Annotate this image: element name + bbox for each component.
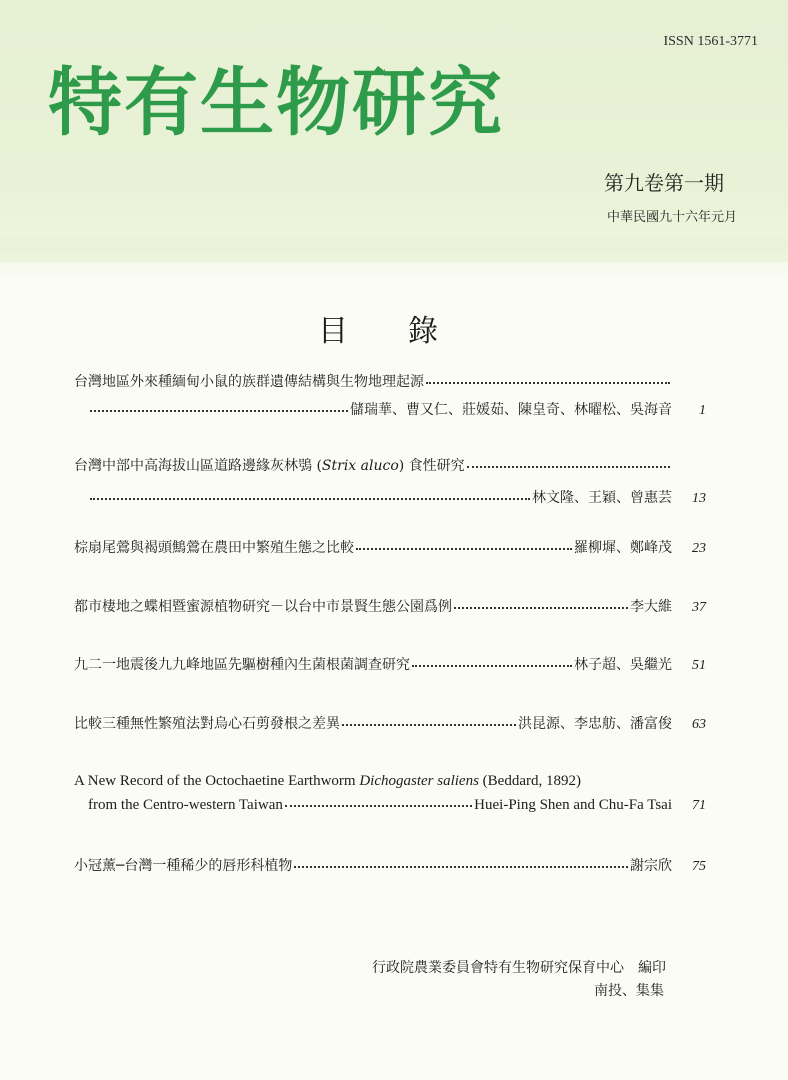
entry-title: 台灣中部中高海拔山區道路邊緣灰林鴞 (Strix aluco) 食性研究: [74, 458, 465, 474]
toc-entry[interactable]: [74, 856, 706, 876]
entry-page: 13: [692, 491, 706, 506]
entry-page: 51: [692, 658, 706, 673]
leader-dots: [342, 712, 516, 726]
leader-dots: [426, 370, 670, 384]
leader-dots: [454, 595, 628, 609]
leader-dots: [412, 653, 572, 667]
entry-page: 71: [692, 798, 706, 813]
entry-page: 1: [699, 403, 706, 418]
toc-entry[interactable]: [74, 597, 706, 617]
entry-authors: 儲瑞華、曹又仁、莊媛茹、陳皇奇、林曜松、吳海音: [350, 402, 672, 418]
leader-dots: [356, 536, 572, 550]
entry-page: 63: [692, 717, 706, 732]
entry-title-line2: from the Centro-western Taiwan: [88, 797, 283, 813]
entry-page: 75: [692, 859, 706, 874]
journal-title: 特有生物研究: [48, 60, 504, 146]
entry-title: 台灣地區外來種緬甸小鼠的族群遺傳結構與生物地理起源: [74, 374, 424, 390]
publisher: 行政院農業委員會特有生物研究保育中心 編印: [372, 960, 666, 976]
header-fade: [0, 238, 788, 278]
issn: ISSN 1561-3771: [663, 34, 758, 49]
toc-entry[interactable]: [74, 456, 706, 508]
toc-heading: 目錄: [318, 314, 498, 349]
toc-entry[interactable]: [74, 714, 706, 734]
leader-dots: [90, 398, 348, 412]
entry-page: 23: [692, 541, 706, 556]
entry-title: 小冠薰─台灣一種稀少的唇形科植物: [74, 858, 293, 874]
entry-authors: 林文隆、王穎、曾惠芸: [532, 490, 672, 506]
latin-name: Dichogaster saliens: [359, 773, 479, 789]
latin-name: Strix aluco: [321, 458, 399, 474]
publisher-location: 南投、集集: [594, 983, 664, 999]
entry-page: 37: [692, 600, 706, 615]
leader-dots: [294, 854, 628, 868]
entry-title: 九二一地震後九九峰地區先驅樹種內生菌根菌調查研究: [74, 657, 410, 673]
publication-date: 中華民國九十六年元月: [607, 210, 738, 225]
leader-dots: [285, 793, 472, 807]
entry-title: 比較三種無性繁殖法對烏心石剪發根之差異: [74, 716, 340, 732]
entry-authors: 林子超、吳繼光: [574, 657, 672, 673]
volume-issue: 第九卷第一期: [604, 171, 724, 195]
entry-authors: 洪昆源、李忠舫、潘富俊: [518, 716, 672, 732]
entry-title: A New Record of the Octochaetine Earthworm Dichogaster saliens (Beddard, 1892): [74, 773, 581, 789]
leader-dots: [90, 486, 530, 500]
entry-authors: 謝宗欣: [630, 858, 672, 874]
toc-entry[interactable]: [74, 655, 706, 675]
entry-authors: Huei-Ping Shen and Chu-Fa Tsai: [474, 797, 672, 813]
toc-entry[interactable]: [74, 771, 706, 815]
toc-entry[interactable]: [74, 538, 706, 558]
entry-authors: 羅柳墀、鄭峰茂: [574, 540, 672, 556]
entry-title: 都市棲地之蝶相暨蜜源植物研究－以台中市景賢生態公園爲例: [74, 599, 452, 615]
leader-dots: [467, 454, 670, 468]
entry-authors: 李大維: [630, 599, 672, 615]
entry-title: 棕扇尾鶯與褐頭鷦鶯在農田中繁殖生態之比較: [74, 540, 354, 556]
toc-entry[interactable]: [74, 372, 706, 420]
